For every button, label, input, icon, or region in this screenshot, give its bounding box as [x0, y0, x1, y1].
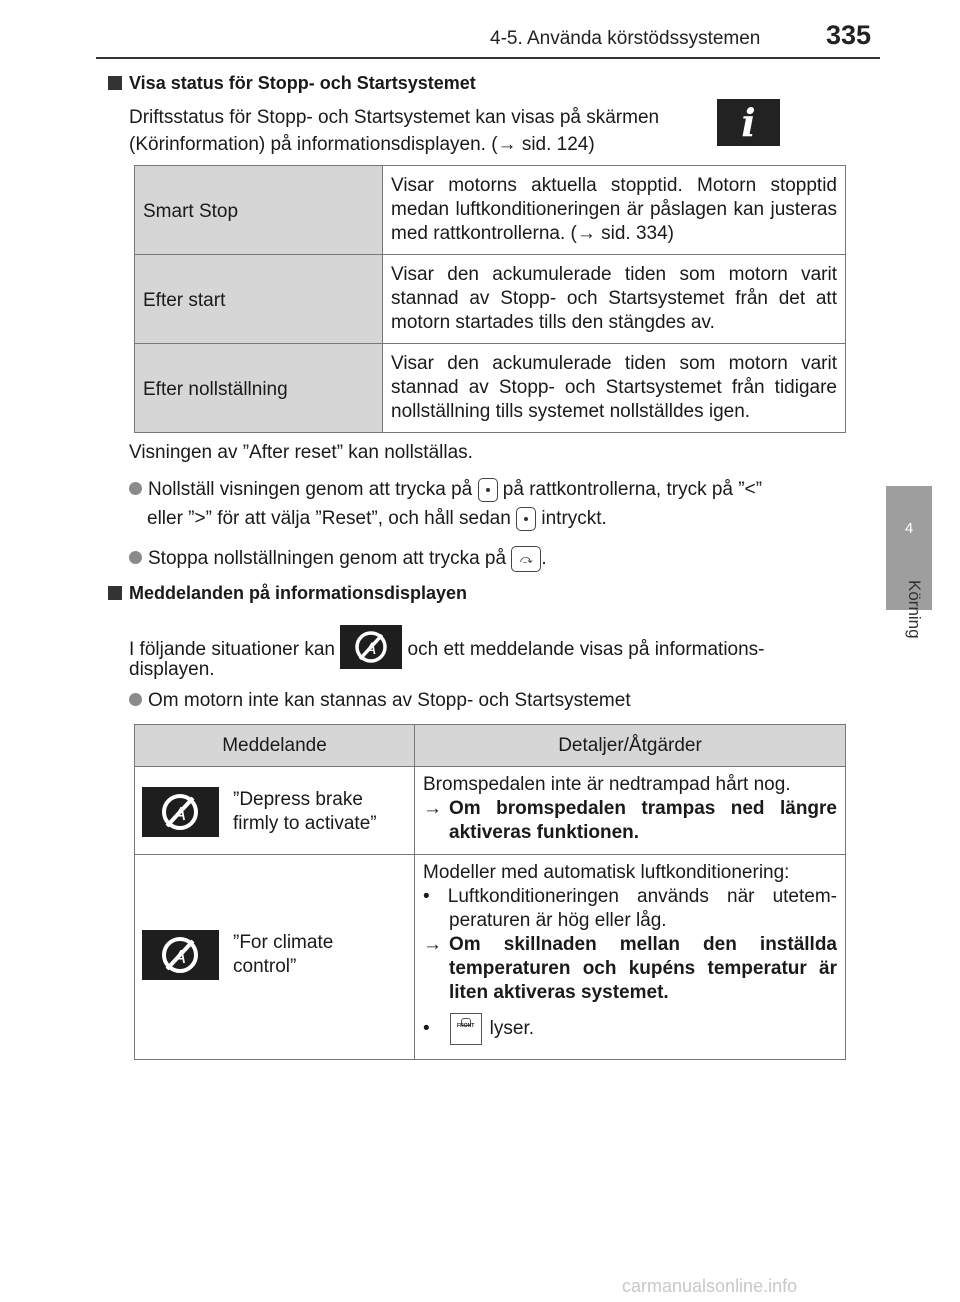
back-button-icon: ⤼	[511, 546, 541, 572]
messages-table	[134, 724, 846, 1060]
bullet-text: Nollställ visningen genom att trycka på	[148, 479, 473, 500]
row-label: Smart Stop	[135, 166, 383, 255]
table-row	[135, 166, 846, 255]
info-icon: i	[717, 99, 780, 146]
bullet-text: Om motorn inte kan stannas av Stopp- och Startsystemet	[148, 690, 631, 711]
row-description: Visar den ackumulerade tiden som motorn varit stannad av Stopp- och Startsystemet från det att motorn startades tills den stängdes av.	[383, 255, 846, 344]
detail-text: Modeller med automatisk luftkonditionering:	[423, 862, 790, 883]
arrow-icon: →	[423, 934, 442, 955]
row-description: Visar den ackumulerade tiden som motorn varit stannad av Stopp- och Startsystemet från tidigare nollställning tills systemet nollställdes igen.	[383, 344, 846, 433]
detail-text: Bromspedalen inte är nedtrampad hårt nog.	[423, 774, 791, 795]
page-number: 335	[826, 20, 872, 50]
bullet-text: •	[423, 1018, 430, 1040]
section-heading: 4-5. Använda körstödssystemen	[490, 28, 761, 49]
section-title-messages	[108, 583, 467, 604]
dot-button-icon	[478, 478, 498, 502]
status-table	[134, 165, 846, 433]
stop-start-off-icon	[142, 930, 219, 980]
table-row	[135, 855, 846, 1060]
action-text: Om bromspedalen trampas ned längre aktiveras funktionen.	[449, 798, 837, 843]
bullet-dot-icon	[129, 693, 142, 706]
action-line	[423, 797, 837, 845]
row-label: Efter nollställning	[135, 344, 383, 433]
stop-start-off-icon	[142, 787, 219, 837]
bullet-dot-icon	[129, 551, 142, 564]
stop-start-off-icon	[340, 625, 402, 669]
watermark: carmanualsonline.info	[622, 1276, 798, 1296]
svg-text:A: A	[365, 639, 377, 658]
detail-cell	[415, 855, 846, 1060]
table-row	[135, 767, 846, 855]
intro-text: I följande situationer kan	[129, 639, 335, 660]
svg-text:A: A	[173, 804, 187, 825]
dot-button-icon	[516, 507, 536, 531]
message-text: ”For climate control”	[233, 932, 334, 977]
action-line	[423, 933, 837, 1005]
bullet-text: intryckt.	[541, 508, 607, 529]
action-text: Om skillnaden mellan den inställda temperaturen och kupéns temperatur är liten aktiveras systemet.	[449, 934, 837, 1003]
section-title-text: Meddelanden på informationsdisplayen	[129, 583, 468, 603]
table-row	[135, 344, 846, 433]
header-divider	[96, 57, 880, 59]
bullet-text: Stoppa nollställningen genom att trycka på	[148, 548, 507, 569]
indicator-text: lyser.	[489, 1018, 535, 1040]
bullet-reset-line1	[129, 476, 841, 503]
bullet-dot-icon	[129, 482, 142, 495]
chapter-number: 4	[904, 520, 914, 537]
chapter-title: Körning	[905, 580, 924, 639]
condition-text: • Luftkonditioneringen används när utetemperaturen är hög eller låg.	[423, 886, 837, 931]
bullet-text: .	[541, 548, 547, 569]
column-header: Detaljer/Åtgärder	[415, 725, 846, 767]
message-cell	[135, 855, 415, 1060]
front-label: FRONT	[457, 1023, 475, 1029]
arrow-icon: →	[423, 798, 442, 819]
row-label: Efter start	[135, 255, 383, 344]
intro-line-1: Driftsstatus för Stopp- och Startsystemet kan visas på skärmen	[129, 107, 660, 128]
intro-line-2: (Körinformation) på informationsdisplayen. (→ sid. 124)	[129, 134, 595, 155]
messages-intro-line1	[129, 625, 841, 669]
square-bullet-icon	[108, 76, 122, 90]
bullet-text: eller ”>” för att välja ”Reset”, och håll sedan	[147, 508, 511, 529]
section-title-text: Visa status för Stopp- och Startsystemet	[129, 73, 476, 93]
reset-note: Visningen av ”After reset” kan nollställas.	[129, 442, 473, 463]
bullet-engine-not-stopped	[129, 687, 631, 714]
message-cell	[135, 767, 415, 855]
section-title-status	[108, 73, 476, 94]
row-description: Visar motorns aktuella stopptid. Motorn stopptid medan luftkonditioneringen är påslagen kan justeras med rattkontrollerna. (→ sid. 334)	[383, 166, 846, 255]
square-bullet-icon	[108, 586, 122, 600]
bullet-stop-reset	[129, 545, 547, 572]
table-row	[135, 255, 846, 344]
indicator-line	[423, 1013, 837, 1045]
front-defroster-icon	[450, 1013, 482, 1045]
column-header: Meddelande	[135, 725, 415, 767]
message-text: ”Depress brake firmly to activate”	[233, 789, 377, 834]
intro-text: och ett meddelande visas på informations-	[407, 639, 765, 660]
messages-intro-line2: displayen.	[129, 659, 215, 680]
bullet-reset-line2	[147, 505, 607, 532]
svg-text:A: A	[173, 947, 187, 968]
detail-cell	[415, 767, 846, 855]
bullet-text: på rattkontrollerna, tryck på ”<”	[502, 479, 763, 500]
table-header-row	[135, 725, 846, 767]
